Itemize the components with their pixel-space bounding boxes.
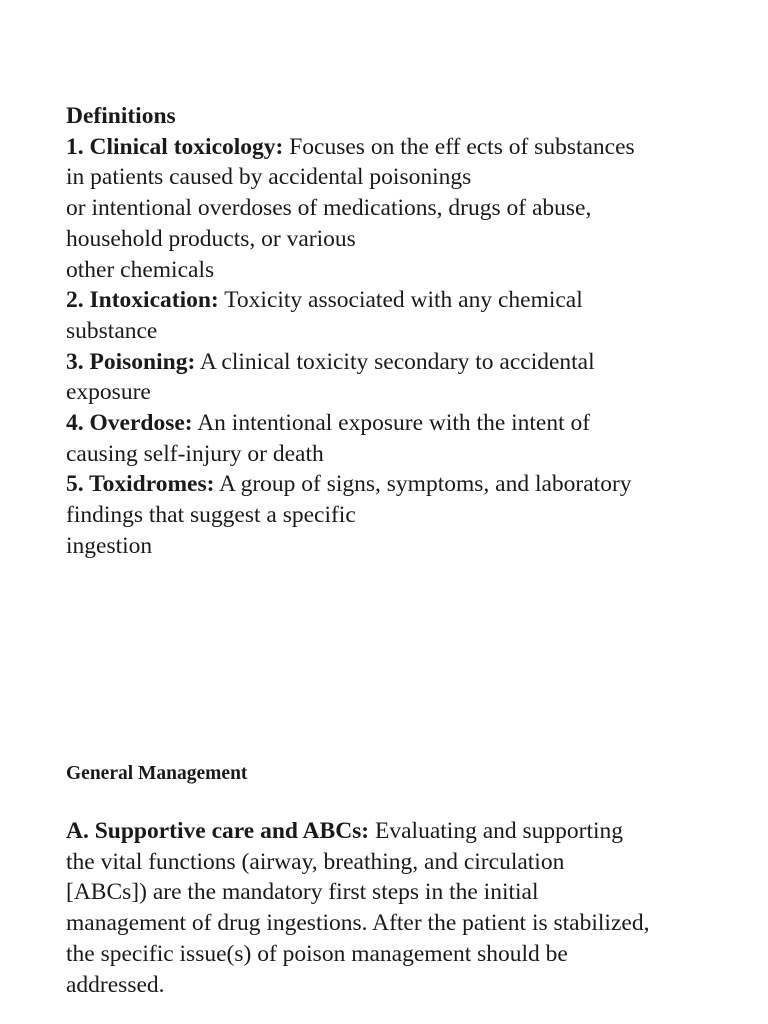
supportive-care-first-line	[66, 816, 726, 847]
definition-text-line: in patients caused by accidental poisonings	[66, 164, 472, 191]
definition-text-line: substance	[66, 317, 158, 344]
definition-intoxication	[66, 285, 726, 316]
definition-text: Toxicity associated with any chemical	[218, 287, 583, 314]
definition-term: 5. Toxidromes:	[66, 471, 215, 498]
definition-term: 1. Clinical toxicology:	[66, 133, 284, 160]
definition-text-line: or intentional overdoses of medications, drugs of abuse,	[66, 195, 592, 222]
section-text-line: addressed.	[66, 971, 165, 998]
section-text-line: [ABCs]) are the mandatory first steps in the initial	[66, 879, 539, 906]
definition-text-line: exposure	[66, 379, 151, 406]
supportive-care-section	[66, 816, 726, 1000]
definition-term: 4. Overdose:	[66, 410, 193, 437]
definition-text: A clinical toxicity secondary to accidental	[195, 348, 595, 375]
definition-overdose	[66, 408, 726, 439]
definition-text: An intentional exposure with the intent of	[192, 410, 591, 437]
definition-text-line: findings that suggest a specific	[66, 502, 356, 529]
definition-text-line: causing self-injury or death	[66, 440, 324, 467]
general-management-heading: General Management	[66, 763, 248, 784]
section-text-line: the vital functions (airway, breathing, and circulation	[66, 848, 565, 875]
definition-term: 3. Poisoning:	[66, 348, 196, 375]
definition-text: A group of signs, symptoms, and laboratory	[214, 471, 632, 498]
definition-text-line: ingestion	[66, 532, 153, 559]
definitions-section	[66, 101, 726, 562]
section-text-line: management of drug ingestions. After the patient is stabilized,	[66, 910, 650, 937]
definition-text: Focuses on the eff ects of substances	[283, 133, 635, 160]
section-text: Evaluating and supporting	[369, 818, 624, 844]
definition-text-line: household products, or various	[66, 225, 356, 252]
definitions-heading: Definitions	[66, 103, 176, 129]
definition-poisoning	[66, 347, 726, 378]
definition-toxidromes	[66, 469, 726, 500]
definition-text-line: other chemicals	[66, 256, 215, 283]
definition-term: 2. Intoxication:	[66, 287, 219, 314]
section-term: A. Supportive care and ABCs:	[66, 818, 370, 844]
definition-clinical-toxicology	[66, 132, 726, 163]
section-text-line: the specific issue(s) of poison management should be	[66, 940, 568, 967]
